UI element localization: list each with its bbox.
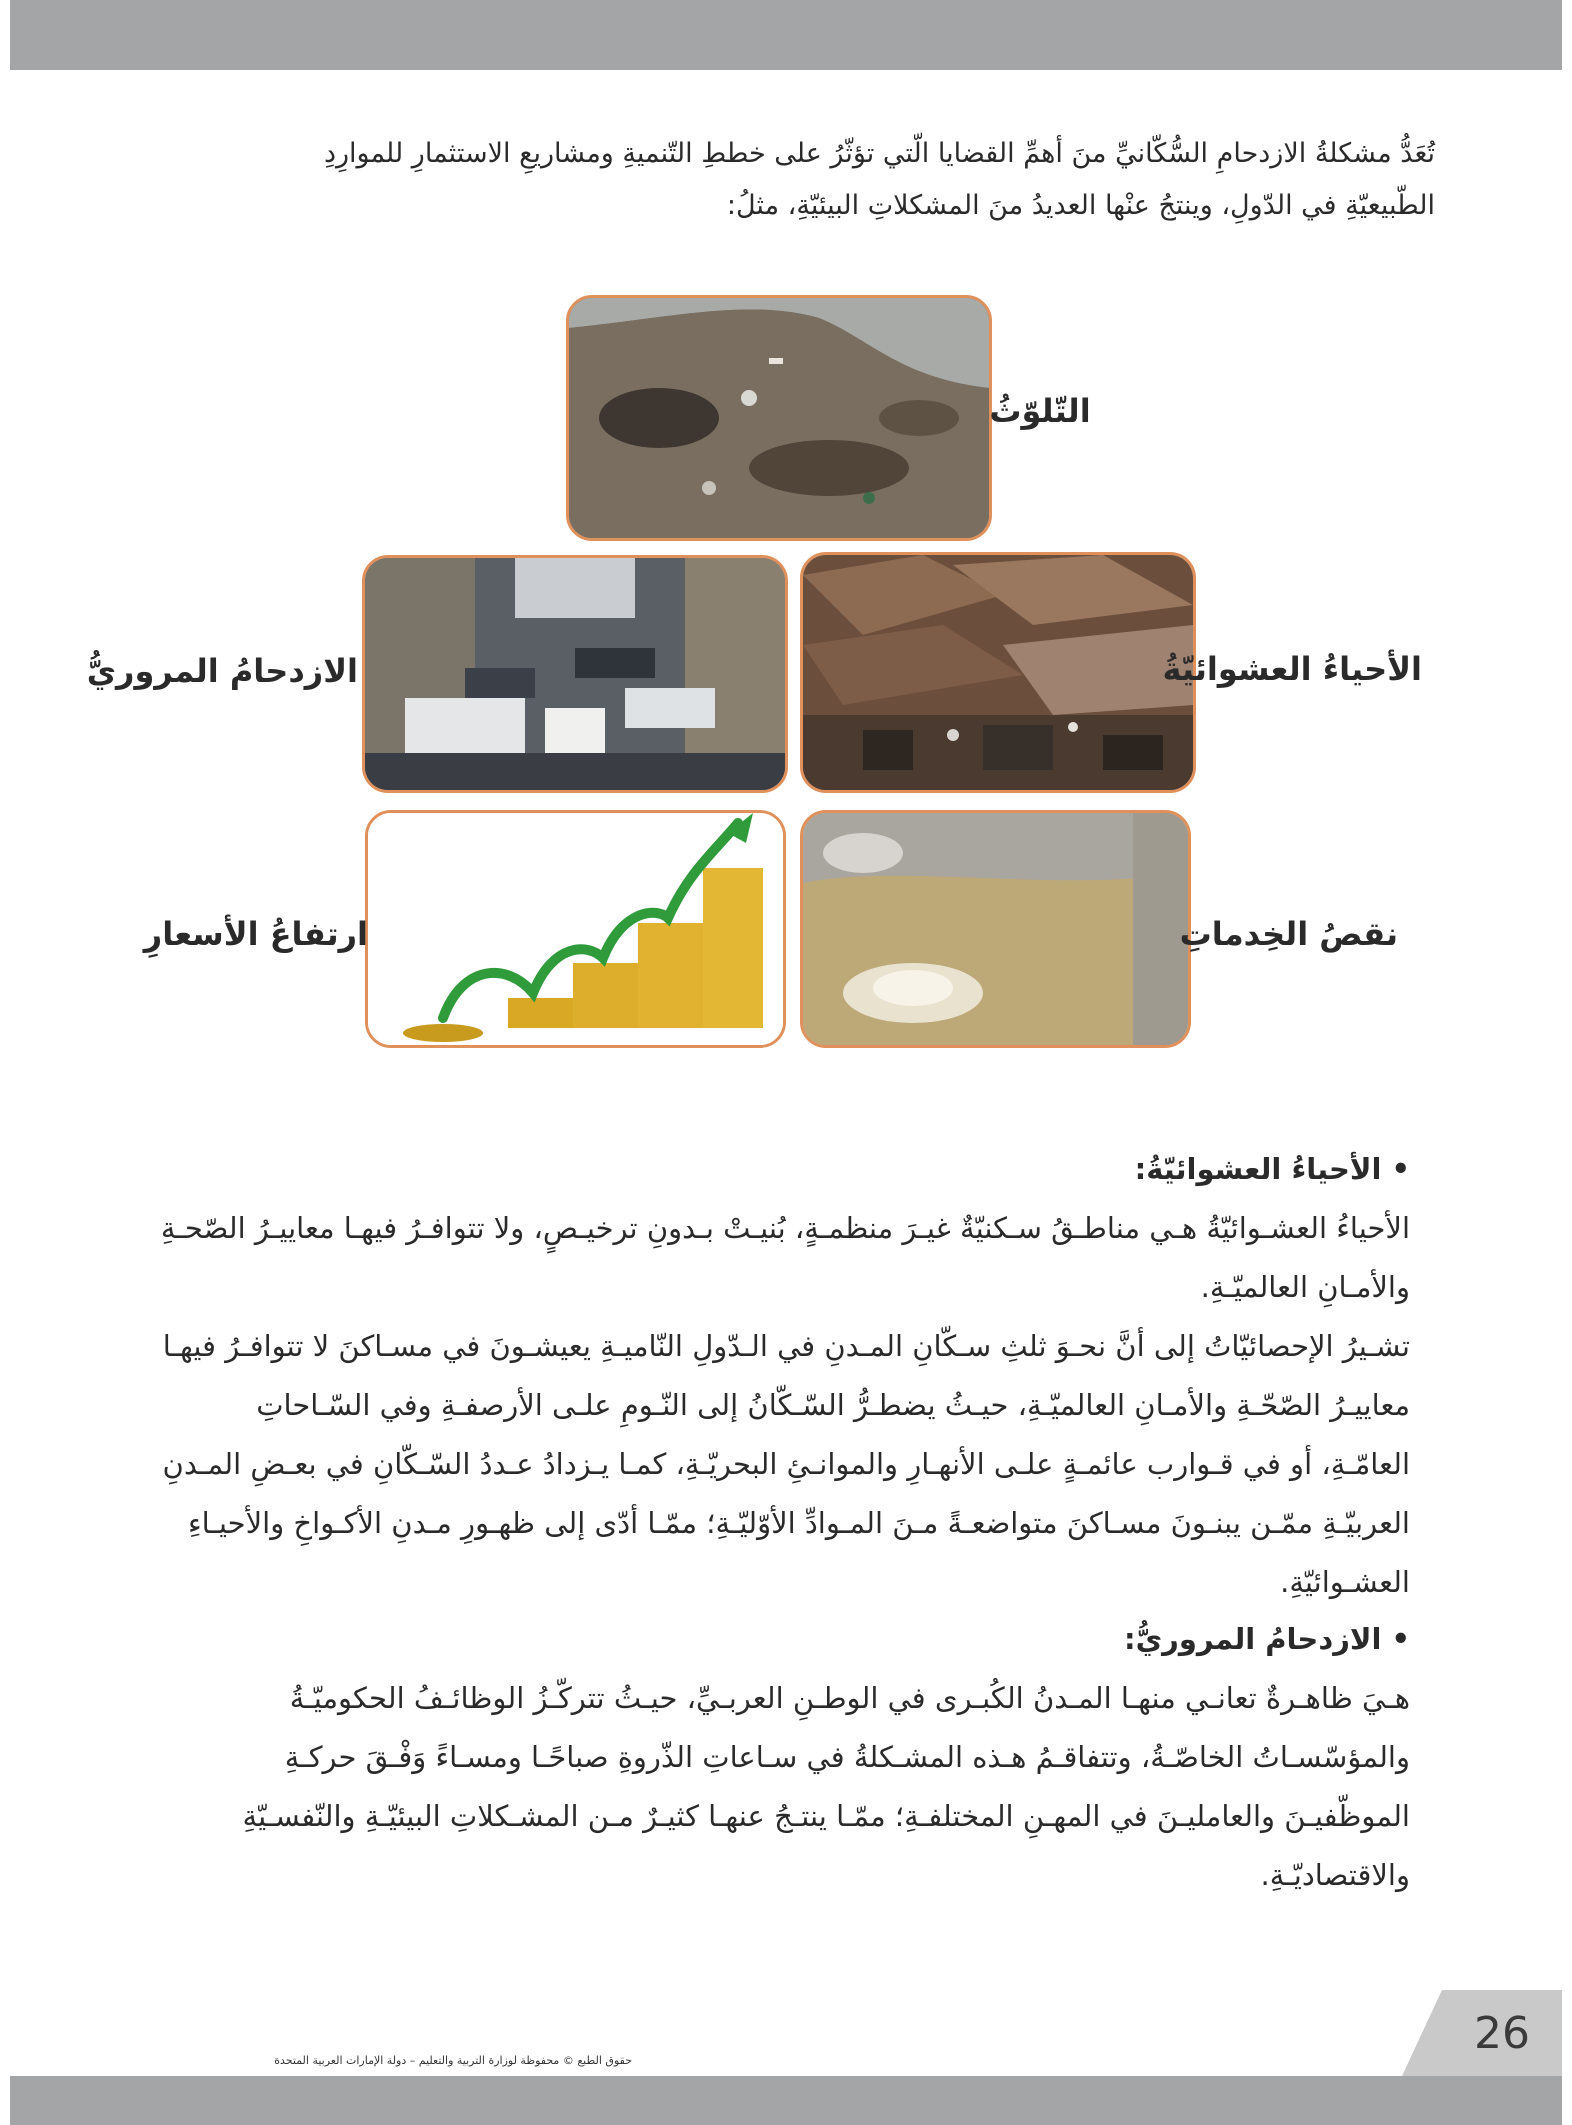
prices-photo [365, 810, 786, 1048]
slums-image [803, 555, 1193, 790]
traffic-section [160, 1610, 1410, 1905]
pollution-caption: التّلوّثُ [989, 392, 1091, 430]
header-bar [10, 0, 1562, 70]
prices-caption: ارتفاعُ الأسعارِ [143, 915, 368, 953]
bullet-icon: • [1391, 1152, 1410, 1186]
slums-paragraph-1: الأحياءُ العشـوائيّةُ هـي مناطـقُ سـكنيّةٌ غيـرَ منظمـةٍ، بُنيـتْ بـدونِ ترخيـصٍ، ولا تتوافـرُ فيهـا معاييـرُ الصّحـةِ والأمـانِ العالميّـةِ. [160, 1211, 1410, 1304]
copyright-notice: حقوق الطبع © محفوظة لوزارة التربية والتعليم – دولة الإمارات العربية المتحدة [274, 2054, 632, 2067]
pollution-image [569, 298, 989, 538]
traffic-heading-text: الازدحامُ المروريُّ: [1123, 1622, 1382, 1656]
page-number: 26 [1474, 2008, 1530, 2059]
rising-prices-image [368, 813, 783, 1045]
services-photo [800, 810, 1191, 1048]
slums-caption: الأحياءُ العشوائيّةُ [1162, 650, 1422, 688]
traffic-paragraph: هـيَ ظاهـرةٌ تعانـي منهـا المـدنُ الكُبـرى في الوطـنِ العربـيِّ، حيـثُ تتركّـزُ الوظائـفُ الحكوميّـةُ والمؤسّسـاتُ الخاصّـةُ، وتتفاقـمُ هـذه المشـكلةُ في سـاعاتِ الذّروةِ صباحًـا ومسـاءً وَفْـقَ حركـةِ الموظّفيـنَ والعامليـنَ في المهـنِ المختلفـةِ؛ ممّـا ينتـجُ عنهـا كثيـرٌ مـن المشـكلاتِ البيئيّـةِ والنّفسـيّةِ والاقتصاديّـةِ. [242, 1681, 1410, 1892]
traffic-image [365, 558, 785, 790]
services-image [803, 813, 1188, 1045]
traffic-heading [160, 1610, 1410, 1669]
intro-paragraph [225, 128, 1435, 232]
traffic-photo [362, 555, 788, 793]
intro-line-2: الطّبيعيّةِ في الدّولِ، وينتجُ عنْها العديدُ منَ المشكلاتِ البيئيّةِ، مثلُ: [726, 190, 1435, 221]
services-caption: نقصُ الخِدماتِ [1179, 915, 1398, 953]
pollution-photo [566, 295, 992, 541]
slums-photo [800, 552, 1196, 793]
slums-heading-text: الأحياءُ العشوائيّةُ: [1134, 1152, 1382, 1186]
bullet-icon: • [1391, 1622, 1410, 1656]
slums-paragraph-2: تشـيرُ الإحصائيّاتُ إلى أنَّ نحـوَ ثلثِ سـكّانِ المـدنِ في الـدّولِ النّاميـةِ يعيشـونَ في مسـاكنَ لا تتوافـرُ فيهـا معاييـرُ الصّحّـةِ والأمـانِ العالميّـةِ، حيـثُ يضطـرُّ السّـكّانُ إلى النّـومِ علـى الأرصفـةِ وفي السّـاحاتِ العامّـةِ، أو في قـوارب عائمـةٍ علـى الأنهـارِ والموانـئِ البحريّـةِ، كمـا يـزدادُ عـددُ السّـكّانِ في بعـضِ المـدنِ العربيّـةِ ممّـن يبنـونَ مسـاكنَ متواضعـةً مـنَ المـوادِّ الأوّليّـةِ؛ ممّـا أدّى إلى ظهـورِ مـدنِ الأكـواخِ والأحيـاءِ العشـوائيّةِ. [162, 1329, 1410, 1599]
traffic-caption: الازدحامُ المروريُّ [86, 652, 358, 690]
intro-line-1: تُعَدُّ مشكلةُ الازدحامِ السُّكّانيِّ منَ أهمِّ القضايا الّتي تؤثّرُ على خططِ التّنميةِ ومشاريعِ الاستثمارِ للموارِدِ [323, 138, 1435, 169]
footer-bar [10, 2076, 1562, 2125]
slums-heading [160, 1140, 1410, 1199]
slums-section [160, 1140, 1410, 1612]
